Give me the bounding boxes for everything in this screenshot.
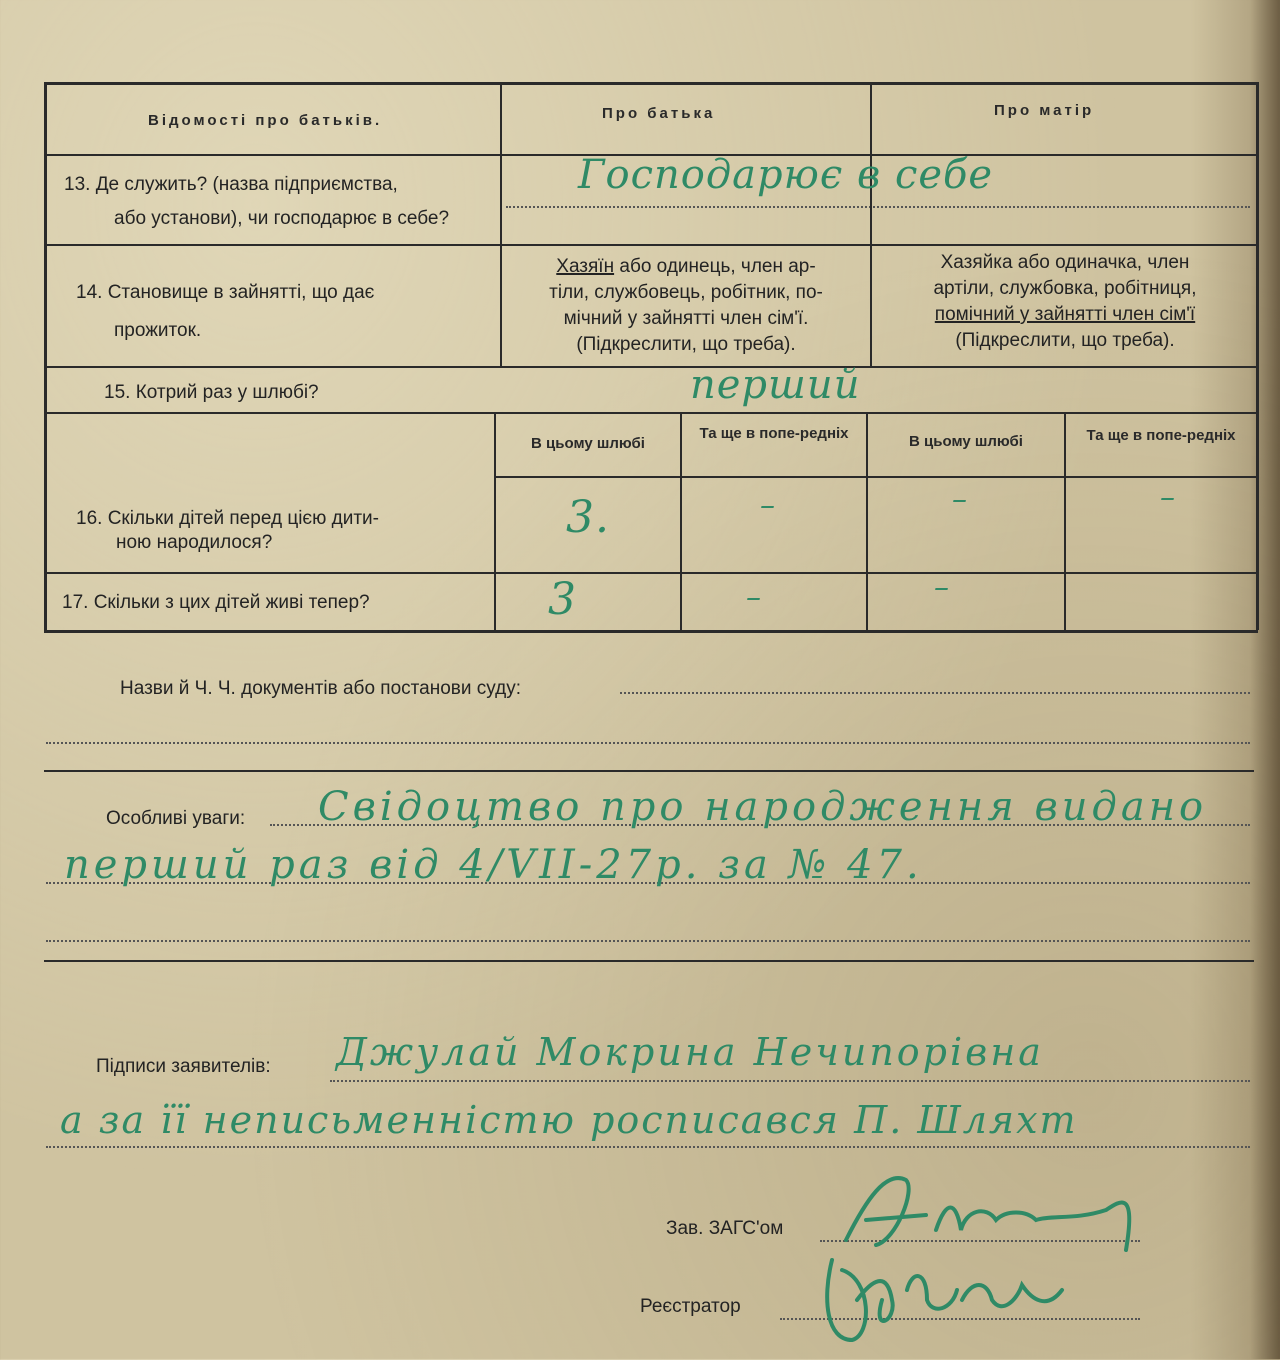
row14-father-line1: Хазяїн або одинець, член ар- [556,256,816,277]
father-sub-previous: Та ще в попе-редніх [699,425,849,442]
father-sub-this-marriage: В цьому шлюбі [531,435,645,452]
row16-father-this-handwritten: 3. [566,492,610,543]
zags-head-label: Зав. ЗАГС'ом [666,1218,784,1239]
mother-sub-this-marriage: В цьому шлюбі [909,433,1023,450]
applicants-signatures-label: Підписи заявителів: [96,1056,271,1077]
registrar-label: Реєстратор [640,1296,741,1317]
row16-mother-prev-handwritten: – [1160,480,1176,515]
mother-selected-option: помічний у зайнятті член сім'ї [934,304,1196,325]
row16-label-line2: ною народилося? [116,532,273,553]
father-selected-option: Хазяїн [556,256,615,277]
row17-father-prev-handwritten: – [746,580,762,615]
row13-label-line2: або установи), чи господарює в себе? [114,208,450,229]
row17-mother-this-handwritten: – [934,570,950,605]
page-spine-shadow [1250,0,1280,1359]
row17-label: 17. Скільки з цих дітей живі тепер? [62,592,370,613]
header-parents-info: Відомості про батьків. [148,112,383,129]
row14-father-line4: (Підкреслити, що треба). [576,334,796,355]
row16-father-prev-handwritten: – [760,488,776,523]
header-about-father: Про батька [602,105,716,122]
remarks-line2-handwritten: перший раз від 4/VII-27р. за № 47. [64,842,923,888]
row16-mother-this-handwritten: – [952,482,968,517]
registrar-signature [812,1240,1082,1360]
applicant-signature-line1: Джулай Мокрина Нечипорівна [336,1030,1044,1074]
row14-label-line1: 14. Становище в зайнятті, що дає [76,282,375,303]
remarks-label: Особливі уваги: [106,808,246,829]
row13-answer-handwritten: Господарює в себе [578,152,994,198]
row14-father-line2: тіли, службовець, робітник, по- [549,282,823,303]
remarks-line1-handwritten: Свідоцтво про народження видано [318,784,1208,830]
documents-label: Назви й Ч. Ч. документів або постанови суду: [120,678,521,699]
row14-father-line3: мічний у зайнятті член сім'ї. [563,308,809,329]
mother-sub-previous: Та ще в попе-редніх [1086,427,1236,444]
row15-label: 15. Котрий раз у шлюбі? [104,382,319,403]
row17-father-this-handwritten: 3 [548,574,577,625]
row14-father-options [506,254,866,358]
row14-mother-options: Хазяйка або одиначка, член артіли, службовка, робітниця, помічний у зайнятті член сім'ї (Підкреслити, що треба). [878,250,1252,354]
row14-label-line2: прожиток. [114,320,202,341]
row16-label-line1: 16. Скільки дітей перед цією дити- [76,508,379,529]
applicant-signature-line2: а за її неписьменністю росписався П. Шляхт [60,1098,1078,1142]
row15-answer-handwritten: перший [690,362,861,408]
row13-label-line1: 13. Де служить? (назва підприємства, [64,174,398,195]
header-about-mother: Про матір [994,102,1095,119]
